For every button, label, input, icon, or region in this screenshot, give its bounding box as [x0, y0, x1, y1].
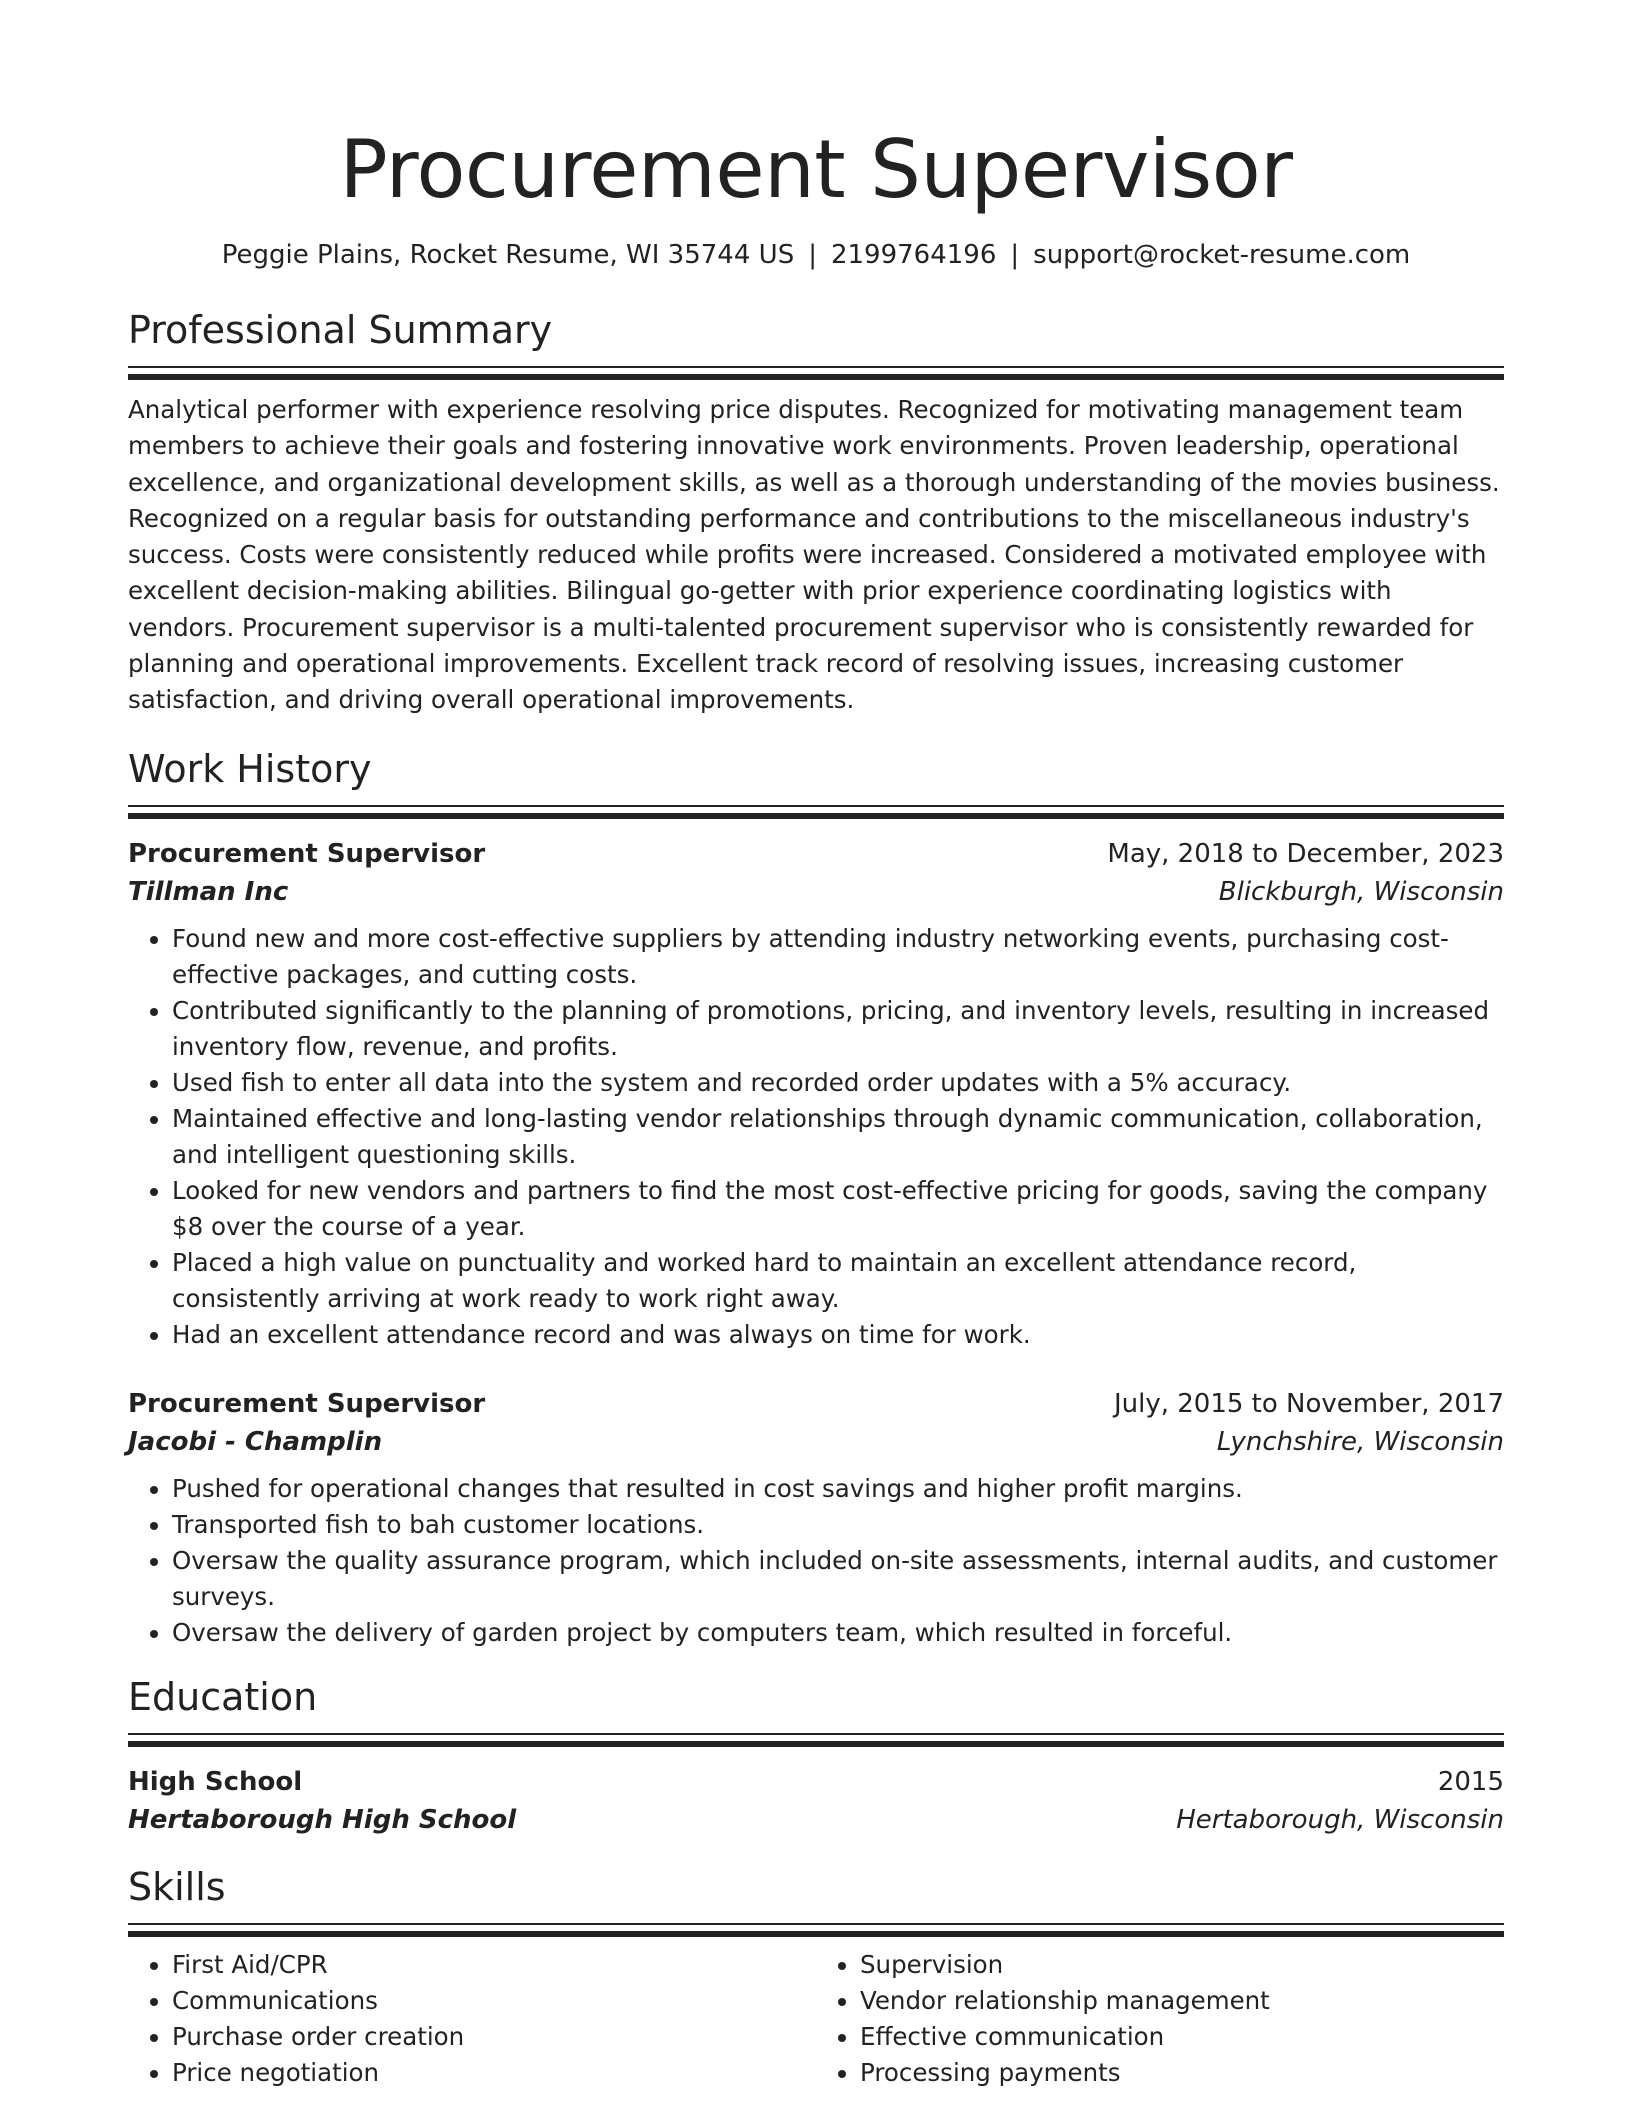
job-subheader-row [128, 1423, 1504, 1461]
education-section [128, 1673, 1504, 1839]
resume-title: Procurement Supervisor [339, 123, 1293, 216]
skills-list-left [128, 1947, 816, 2091]
job-location: Blickburgh, Wisconsin [1218, 876, 1504, 907]
section-divider [128, 1733, 1504, 1747]
list-item: • Used fish to enter all data into the system and recorded order updates with a 5% accuracy. [172, 1065, 1504, 1101]
job-company: Tillman Inc [128, 876, 289, 907]
job-subheader-row [128, 873, 1504, 911]
contact-line [128, 238, 1504, 272]
skills-list-right [816, 1947, 1504, 2091]
list-item: • Communications [172, 1983, 816, 2019]
section-heading-work-history: Work History [128, 746, 372, 791]
list-item: • Oversaw the delivery of garden project by computers team, which resulted in forceful. [172, 1615, 1504, 1651]
list-item: • Purchase order creation [172, 2019, 816, 2055]
section-divider [128, 1923, 1504, 1937]
list-item: • Oversaw the quality assurance program, which included on-site assessments, internal audits, and customer surveys. [172, 1543, 1504, 1615]
list-item: • Processing payments [860, 2055, 1504, 2091]
contact-email[interactable]: support@rocket-resume.com [1033, 240, 1411, 270]
education-year: 2015 [1437, 1766, 1504, 1797]
section-divider [128, 805, 1504, 819]
education-degree: High School [128, 1766, 303, 1797]
contact-address: Peggie Plains, Rocket Resume, WI 35744 US [221, 240, 795, 270]
section-divider [128, 366, 1504, 380]
list-item: • Pushed for operational changes that resulted in cost savings and higher profit margins. [172, 1471, 1504, 1507]
job-bullet-list [128, 1471, 1504, 1651]
job-company: Jacobi - Champlin [128, 1426, 383, 1457]
contact-separator: | [808, 240, 817, 270]
education-header-row [128, 1763, 1504, 1801]
job-entry [128, 835, 1504, 1353]
contact-separator: | [1010, 240, 1020, 270]
job-dates: May, 2018 to December, 2023 [1107, 838, 1504, 869]
list-item: • Placed a high value on punctuality and worked hard to maintain an excellent attendance record, consistently arriving at work ready to work right away. [172, 1245, 1504, 1317]
job-title: Procurement Supervisor [128, 1388, 486, 1419]
list-item: • Maintained effective and long-lasting vendor relationships through dynamic communication, collaboration, and intelligent questioning skills. [172, 1101, 1504, 1173]
list-item: • Supervision [860, 1947, 1504, 1983]
summary-text: Analytical performer with experience resolving price disputes. Recognized for motivating management team members to achieve their goals and fostering innovative work environments. Proven leadership, operational excellence, and organizational development skills, as well as a thorough understanding of the movies business. Recognized on a regular basis for outstanding performance and contributions to the miscellaneous industry's success. Costs were consistently reduced while profits were increased. Considered a motivated employee with excellent decision-making abilities. Bilingual go-getter with prior experience coordinating logistics with vendors. Procurement supervisor is a multi-talented procurement supervisor who is consistently rewarded for planning and operational improvements. Excellent track record of resolving issues, increasing customer satisfaction, and driving overall operational improvements. [128, 395, 1500, 715]
job-dates: July, 2015 to November, 2017 [1113, 1388, 1504, 1419]
education-school: Hertaborough High School [128, 1804, 517, 1835]
list-item: • Vendor relationship management [860, 1983, 1504, 2019]
section-heading-education: Education [128, 1674, 318, 1719]
list-item: • Had an excellent attendance record and was always on time for work. [172, 1317, 1504, 1353]
job-header-row [128, 1385, 1504, 1423]
resume-page [128, 0, 1504, 2091]
skills-columns [128, 1947, 1504, 2091]
list-item: • Looked for new vendors and partners to find the most cost-effective pricing for goods, saving the company $8 over the course of a year. [172, 1173, 1504, 1245]
list-item: • Found new and more cost-effective suppliers by attending industry networking events, purchasing cost-effective packages, and cutting costs. [172, 921, 1504, 993]
job-header-row [128, 835, 1504, 873]
list-item: • Transported fish to bah customer locations. [172, 1507, 1504, 1543]
list-item: • Price negotiation [172, 2055, 816, 2091]
list-item: • Contributed significantly to the planning of promotions, pricing, and inventory levels, resulting in increased inventory flow, revenue, and profits. [172, 993, 1504, 1065]
section-heading-summary: Professional Summary [128, 308, 553, 352]
job-title: Procurement Supervisor [128, 838, 486, 869]
education-entry [128, 1763, 1504, 1839]
education-subheader-row [128, 1801, 1504, 1839]
job-location: Lynchshire, Wisconsin [1216, 1426, 1504, 1457]
job-bullet-list [128, 921, 1504, 1353]
list-item: • First Aid/CPR [172, 1947, 816, 1983]
contact-phone: 2199764196 [830, 240, 997, 270]
job-entry [128, 1385, 1504, 1651]
summary-section [128, 306, 1504, 719]
education-location: Hertaborough, Wisconsin [1176, 1804, 1504, 1835]
work-history-section [128, 745, 1504, 1651]
skills-section [128, 1863, 1504, 2091]
section-heading-skills: Skills [128, 1864, 226, 1909]
list-item: • Effective communication [860, 2019, 1504, 2055]
